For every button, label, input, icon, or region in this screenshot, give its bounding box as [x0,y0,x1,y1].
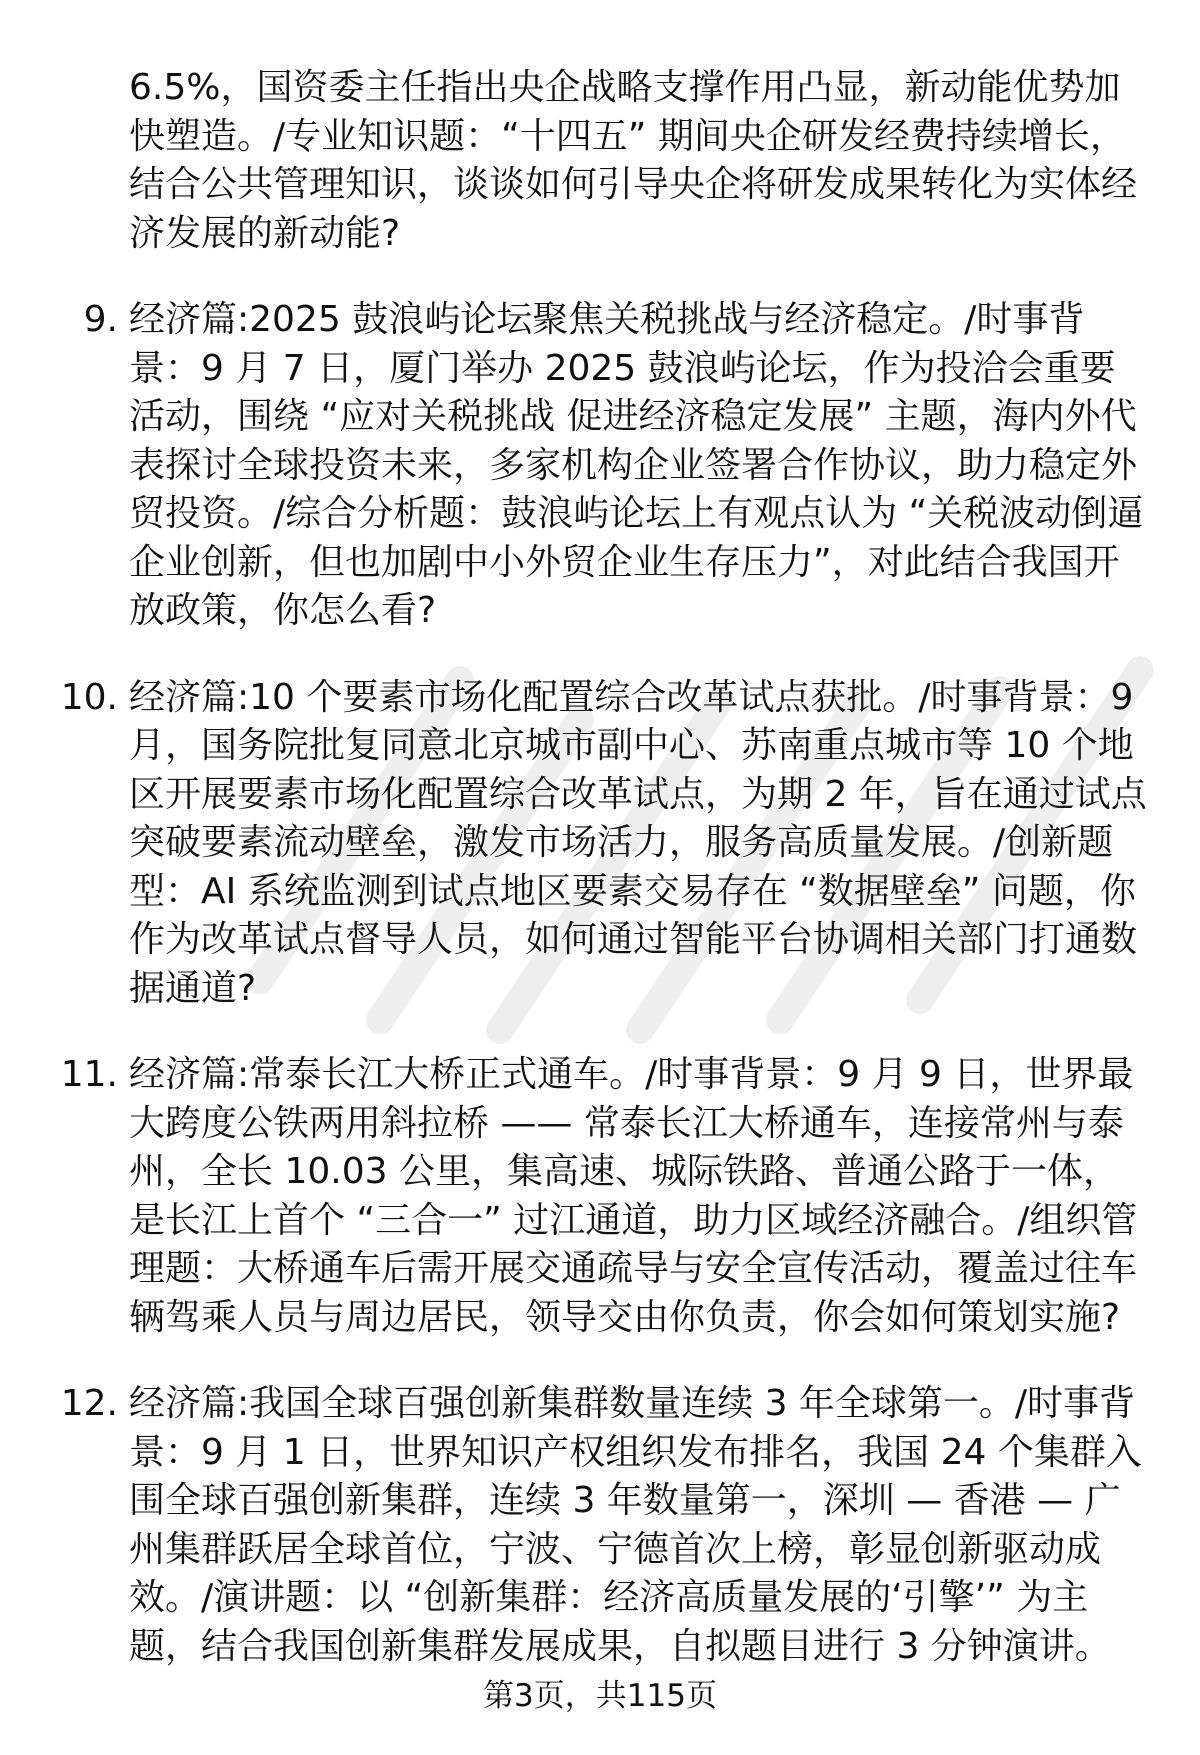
list-item-9 [83,296,1149,636]
list-item-12 [60,1380,1149,1671]
list-item-number: 12. [60,1383,118,1424]
list-item-number: 11. [60,1054,118,1095]
list-item-11 [60,1051,1149,1342]
list-item-text: 经济篇:2025 鼓浪屿论坛聚焦关税挑战与经济稳定。/时事背景：9 月 7 日，厦门举办 2025 鼓浪屿论坛，作为投洽会重要活动，围绕 “应对关税挑战 促进经济稳定发展” 主题，海内外代表探讨全球投资未来，多家机构企业签署合作协议，助力稳定外贸投资。/综合分析题：鼓浪屿论坛上有观点认为 “关税波动倒逼企业创新，但也加剧中小外贸企业生存压力”，对此结合我国开放政策，你怎么看? [129,299,1144,631]
page-footer: 第3页，共115页 [483,1678,717,1714]
document-body [60,64,1149,1671]
list-item-10 [60,674,1149,1014]
list-item-text: 经济篇:常泰长江大桥正式通车。/时事背景：9 月 9 日，世界最大跨度公铁两用斜拉桥 —— 常泰长江大桥通车，连接常州与泰州，全长 10.03 公里，集高速、城际铁路、普通公路于一体，是长江上首个 “三合一” 过江通道，助力区域经济融合。/组织管理题：大桥通车后需开展交通疏导与安全宣传活动，覆盖过往车辆驾乘人员与周边居民，领导交由你负责，你会如何策划实施? [129,1054,1138,1338]
list-item-number: 9. [83,299,118,340]
list-item-text: 经济篇:10 个要素市场化配置综合改革试点获批。/时事背景：9 月，国务院批复同意北京城市副中心、苏南重点城市等 10 个地区开展要素市场化配置综合改革试点，为期 2 年，旨在通过试点突破要素流动壁垒，激发市场活力，服务高质量发展。/创新题型：AI 系统监测到试点地区要素交易存在 “数据壁垒” 问题，你作为改革试点督导人员，如何通过智能平台协调相关部门打通数据通道? [129,676,1147,1009]
intro-paragraph: 6.5%，国资委主任指出央企战略支撑作用凸显，新动能优势加快塑造。/专业知识题：“十四五” 期间央企研发经费持续增长，结合公共管理知识，谈谈如何引导央企将研发成果转化为实体经济发展的新动能? [129,67,1138,254]
list-item-number: 10. [60,676,118,718]
list-item-text: 经济篇:我国全球百强创新集群数量连续 3 年全球第一。/时事背景：9 月 1 日，世界知识产权组织发布排名，我国 24 个集群入围全球百强创新集群，连续 3 年数量第一，深圳 — 香港 — 广州集群跃居全球首位，宁波、宁德首次上榜，彰显创新驱动成效。/演讲题：以 “创新集群：经济高质量发展的‘引擎’” 为主题，结合我国创新集群发展成果，自拟题目进行 3 分钟演讲。 [129,1383,1142,1667]
